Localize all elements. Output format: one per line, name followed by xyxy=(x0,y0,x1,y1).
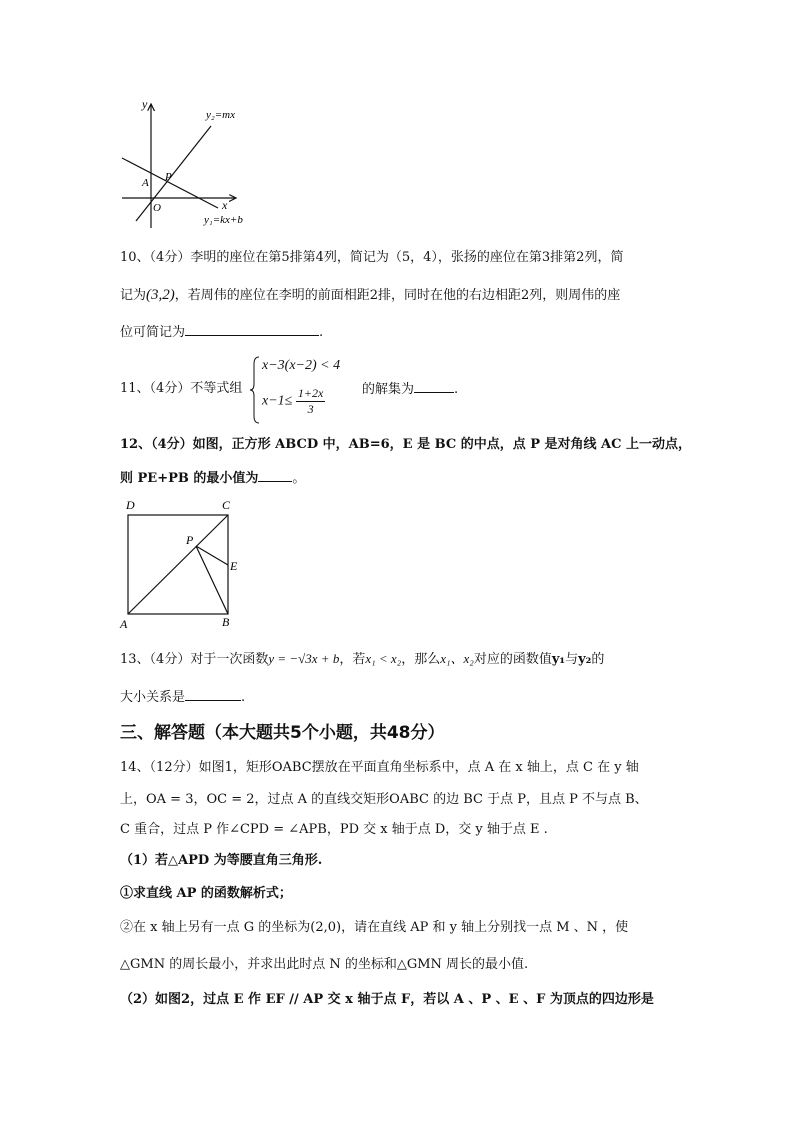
diagonal-ac xyxy=(128,515,228,614)
figure-two-lines xyxy=(118,96,268,236)
x-axis-label: x xyxy=(222,198,228,212)
q13-text-mid: ，若 xyxy=(339,652,366,667)
label-d: D xyxy=(126,498,135,512)
point-a-label: A xyxy=(142,177,149,189)
line1-label: y₁=kx+b xyxy=(204,214,243,226)
q12-line2 xyxy=(120,469,305,488)
q10-answer-blank[interactable] xyxy=(185,323,319,336)
q12-line1 xyxy=(120,436,691,454)
q13-condition: x₁ < x₂ xyxy=(365,651,402,666)
q11-fraction xyxy=(296,386,325,417)
q14-sub1 xyxy=(120,885,292,903)
q13-with: 与 xyxy=(565,652,579,667)
q13-text-pre: 13、（4分）对于一次函数 xyxy=(120,652,269,667)
line-y2 xyxy=(136,126,211,221)
q14-line1 xyxy=(120,759,639,777)
line-y1 xyxy=(122,158,218,208)
q14-part1 xyxy=(120,852,322,870)
q13-tail: 的 xyxy=(591,652,605,667)
q10-text-1: 10、（4分）李明的座位在第5排第4列，简记为（5，4），张扬的座位在第3排第2列，简 xyxy=(120,250,624,265)
q14-sub2-text-2: △GMN 的周长最小，并求出此时点 N 的坐标和△GMN 周长的最小值. xyxy=(120,957,529,972)
q10-text-2b: ，若周伟的座位在李明的前面相距2排，同时在他的右边相距2列，则周伟的座 xyxy=(174,288,621,303)
q13-y2: y₂ xyxy=(578,652,592,667)
q13-line2 xyxy=(120,688,245,707)
q13-function: y = −√3x + b xyxy=(268,651,340,666)
y-axis-label: y xyxy=(142,97,148,111)
q14-part2 xyxy=(120,991,654,1009)
q14-line2 xyxy=(120,791,648,809)
q12-text-2: 则 PE+PB 的最小值为 xyxy=(120,471,259,486)
q11-ineq2-left: x−1≤ xyxy=(262,393,293,409)
q11-text-suffix: 的解集为 xyxy=(362,382,415,397)
q11-brace xyxy=(250,356,260,424)
q10-line1 xyxy=(120,249,623,267)
q14-sub1-text: ①求直线 AP 的函数解析式； xyxy=(120,886,292,901)
q14-sub2-text-1: ②在 x 轴上另有一点 G 的坐标为(2,0)，请在直线 AP 和 y 轴上分别找一点 M 、N ，使 xyxy=(120,920,629,935)
q13-answer-blank[interactable] xyxy=(185,688,241,701)
q11-prefix xyxy=(120,380,242,398)
q10-line3 xyxy=(120,323,323,342)
q13-line1 xyxy=(120,650,604,669)
q10-text-2a: 记为 xyxy=(120,288,147,303)
label-e: E xyxy=(230,559,238,573)
q11-text-prefix: 11、（4分）不等式组 xyxy=(120,381,243,396)
point-p-label: P xyxy=(165,171,172,183)
q14-sub2-line1 xyxy=(120,919,628,937)
label-b: B xyxy=(222,615,230,629)
q14-line3 xyxy=(120,821,548,839)
q13-end: . xyxy=(241,690,246,705)
q13-text-post: 对应的函数值 xyxy=(473,652,552,667)
q14-text-3: C 重合，过点 P 作∠CPD = ∠APB，PD 交 x 轴于点 D，交 y 轴于点 E . xyxy=(120,822,548,837)
q12-answer-blank[interactable] xyxy=(258,469,292,482)
label-c: C xyxy=(222,498,231,512)
q13-text-2: 大小关系是 xyxy=(120,690,186,705)
segment-pb xyxy=(196,546,228,614)
q10-line2 xyxy=(120,286,620,305)
q13-y1: y₁ xyxy=(551,652,566,667)
q11-end: . xyxy=(454,382,459,397)
q10-coord: (3,2) xyxy=(146,287,175,303)
origin-label: O xyxy=(153,202,161,214)
q10-text-3: 位可简记为 xyxy=(120,325,186,340)
q14-sub2-line2 xyxy=(120,956,528,974)
q10-end: . xyxy=(319,325,324,340)
q11-ineq1 xyxy=(262,358,340,374)
figure-square xyxy=(116,496,246,632)
q13-text-mid2: ，那么 xyxy=(401,652,441,667)
q11-ineq2 xyxy=(262,386,325,417)
section-3-heading: 三、解答题（本大题共5个小题，共48分） xyxy=(120,723,445,743)
q11-answer-blank[interactable] xyxy=(414,380,454,393)
label-p: P xyxy=(186,533,194,547)
q14-part1-text: （1）若△APD 为等腰直角三角形. xyxy=(120,853,323,868)
q14-text-1: 14、（12分）如图1，矩形OABC摆放在平面直角坐标系中，点 A 在 x 轴上，点 C 在 y 轴 xyxy=(120,760,639,775)
q11-frac-den: 3 xyxy=(307,402,314,416)
q13-vars: x₁、x₂ xyxy=(440,651,474,666)
q11-frac-num: 1+2x xyxy=(297,386,324,400)
q12-text-1: 12、（4分）如图，正方形 ABCD 中，AB=6，E 是 BC 的中点，点 P 是对角线 AC 上一动点， xyxy=(120,437,692,452)
q14-text-2: 上，OA = 3，OC = 2，过点 A 的直线交矩形OABC 的边 BC 于点 P，且点 P 不与点 B、 xyxy=(120,792,648,807)
line2-label: y₂=mx xyxy=(206,109,235,121)
label-a: A xyxy=(120,617,128,631)
q12-end: 。 xyxy=(292,471,306,486)
q11-suffix xyxy=(362,380,458,399)
q11-ineq1-text: x−3(x−2) < 4 xyxy=(262,358,341,373)
q14-part2-text: （2）如图2，过点 E 作 EF // AP 交 x 轴于点 F，若以 A 、P 、E 、F 为顶点的四边形是 xyxy=(120,992,654,1007)
